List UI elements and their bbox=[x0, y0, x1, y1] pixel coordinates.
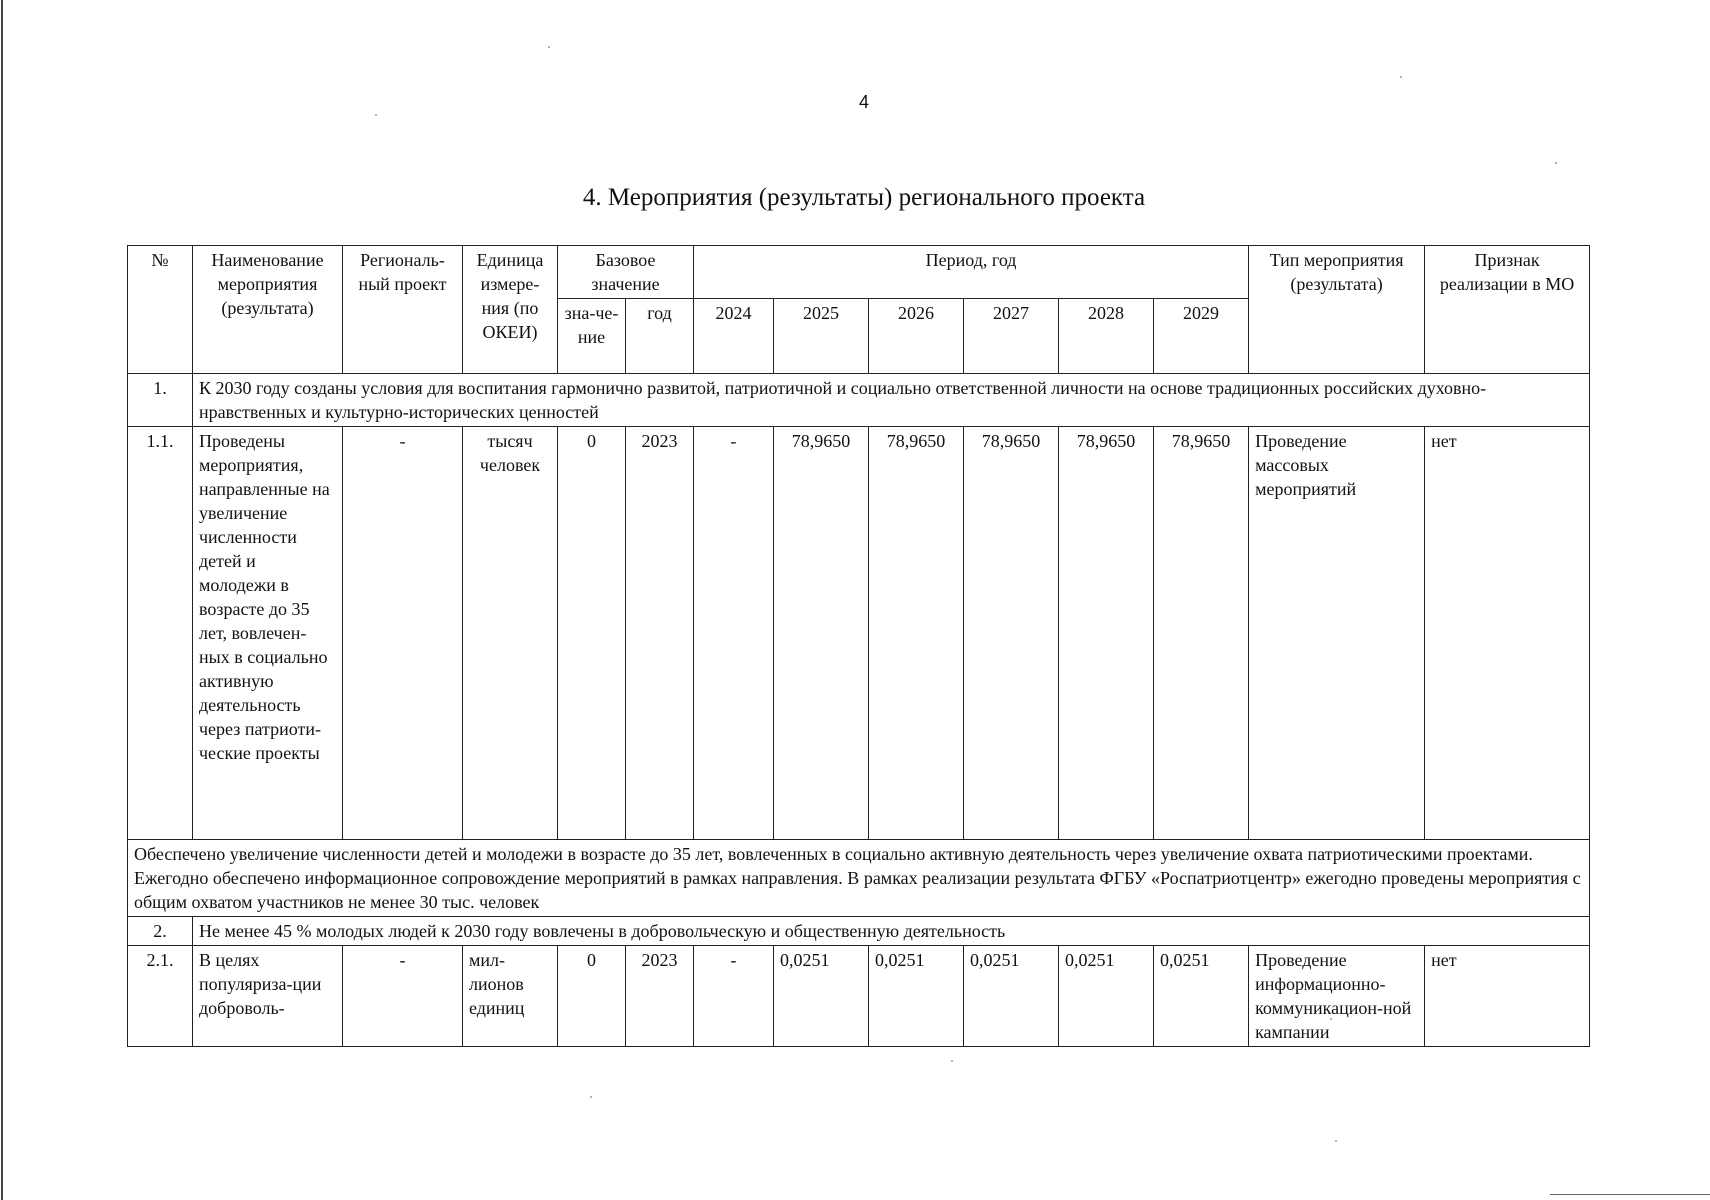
row-2-1-base-year: 2023 bbox=[626, 946, 694, 1047]
row-1-1-unit: тысяч человек bbox=[463, 427, 558, 840]
row-2-1-sign: нет bbox=[1425, 946, 1590, 1047]
row-1-1-sign: нет bbox=[1425, 427, 1590, 840]
row-2-1-name: В целях популяриза-ции доброволь- bbox=[193, 946, 343, 1047]
row-1-1-value-2026: 78,9650 bbox=[869, 427, 964, 840]
row-2-1-type: Проведение информационно-коммуникацион-ной кампании bbox=[1249, 946, 1425, 1047]
row-1-1-value-2027: 78,9650 bbox=[964, 427, 1059, 840]
section-2-text: Не менее 45 % молодых людей к 2030 году вовлечены в добровольческую и общественную деятельность bbox=[193, 917, 1590, 946]
header-year-2025: 2025 bbox=[774, 299, 869, 374]
note-1-text: Обеспечено увеличение численности детей и молодежи в возрасте до 35 лет, вовлеченных в социально активную деятельность через увеличение охвата патриотическими проектами. Ежегодно обеспечено информационное сопровождение мероприятий в рамках направления. В рамках реализации результата ФГБУ «Роспатриотцентр» ежегодно проведены мероприятия с общим охватом участников не менее 30 тыс. человек bbox=[128, 840, 1590, 917]
row-2-1-unit: мил-лионов единиц bbox=[463, 946, 558, 1047]
row-1-1-regional-project: - bbox=[343, 427, 463, 840]
scan-speck bbox=[1335, 1140, 1337, 1142]
header-type: Тип мероприятия (результата) bbox=[1249, 246, 1425, 374]
header-sign: Признак реализации в МО bbox=[1425, 246, 1590, 374]
header-year-2026: 2026 bbox=[869, 299, 964, 374]
row-1-1-value-2025: 78,9650 bbox=[774, 427, 869, 840]
header-base: Базовое значение bbox=[558, 246, 694, 299]
table-row-1-1 bbox=[128, 427, 1590, 840]
row-1-1-base-year: 2023 bbox=[626, 427, 694, 840]
header-num: № bbox=[128, 246, 193, 374]
header-year-2028: 2028 bbox=[1059, 299, 1154, 374]
scan-speck bbox=[1400, 76, 1402, 78]
scan-speck bbox=[548, 46, 550, 48]
scan-speck bbox=[590, 1096, 592, 1098]
section-row-1 bbox=[128, 374, 1590, 427]
row-2-1-base-value: 0 bbox=[558, 946, 626, 1047]
events-table bbox=[127, 245, 1590, 1047]
row-2-1-value-2027: 0,0251 bbox=[964, 946, 1059, 1047]
header-regional-project: Региональ-ный проект bbox=[343, 246, 463, 374]
scan-left-edge bbox=[1, 0, 3, 1200]
row-2-1-value-2028: 0,0251 bbox=[1059, 946, 1154, 1047]
row-1-1-value-2024: - bbox=[694, 427, 774, 840]
section-1-text: К 2030 году созданы условия для воспитания гармонично развитой, патриотичной и социально ответственной личности на основе традиционных российских духовно-нравственных и культурно-исторических ценностей bbox=[193, 374, 1590, 427]
row-2-1-value-2026: 0,0251 bbox=[869, 946, 964, 1047]
row-2-1-value-2024: - bbox=[694, 946, 774, 1047]
header-period: Период, год bbox=[694, 246, 1249, 299]
scan-bottom-edge bbox=[1550, 1194, 1710, 1195]
row-1-1-type: Проведение массовых мероприятий bbox=[1249, 427, 1425, 840]
row-2-1-num: 2.1. bbox=[128, 946, 193, 1047]
header-unit: Единица измере-ния (по ОКЕИ) bbox=[463, 246, 558, 374]
section-1-num: 1. bbox=[128, 374, 193, 427]
page-number: 4 bbox=[858, 92, 869, 112]
row-1-1-num: 1.1. bbox=[128, 427, 193, 840]
row-1-1-value-2028: 78,9650 bbox=[1059, 427, 1154, 840]
header-year-2029: 2029 bbox=[1154, 299, 1249, 374]
row-1-1-base-value: 0 bbox=[558, 427, 626, 840]
row-2-1-regional-project: - bbox=[343, 946, 463, 1047]
section-2-num: 2. bbox=[128, 917, 193, 946]
header-base-year: год bbox=[626, 299, 694, 374]
header-row-1 bbox=[128, 246, 1590, 299]
row-1-1-name: Проведены мероприятия, направленные на увеличение численности детей и молодежи в возрасте до 35 лет, вовлечен-ных в социально активную деятельность через патриоти-ческие проекты bbox=[193, 427, 343, 840]
row-2-1-value-2025: 0,0251 bbox=[774, 946, 869, 1047]
header-name: Наименование мероприятия (результата) bbox=[193, 246, 343, 374]
scan-speck bbox=[951, 1060, 953, 1062]
table-row-2-1 bbox=[128, 946, 1590, 1047]
header-base-value: зна-че-ние bbox=[558, 299, 626, 374]
header-year-2024: 2024 bbox=[694, 299, 774, 374]
section-row-2 bbox=[128, 917, 1590, 946]
row-1-1-value-2029: 78,9650 bbox=[1154, 427, 1249, 840]
scan-speck bbox=[1555, 162, 1557, 164]
scan-speck bbox=[1330, 1018, 1332, 1020]
row-2-1-value-2029: 0,0251 bbox=[1154, 946, 1249, 1047]
document-title: 4. Мероприятия (результаты) регионального проекта bbox=[582, 184, 1146, 211]
header-year-2027: 2027 bbox=[964, 299, 1059, 374]
scan-speck bbox=[375, 114, 377, 116]
note-row-1 bbox=[128, 840, 1590, 917]
